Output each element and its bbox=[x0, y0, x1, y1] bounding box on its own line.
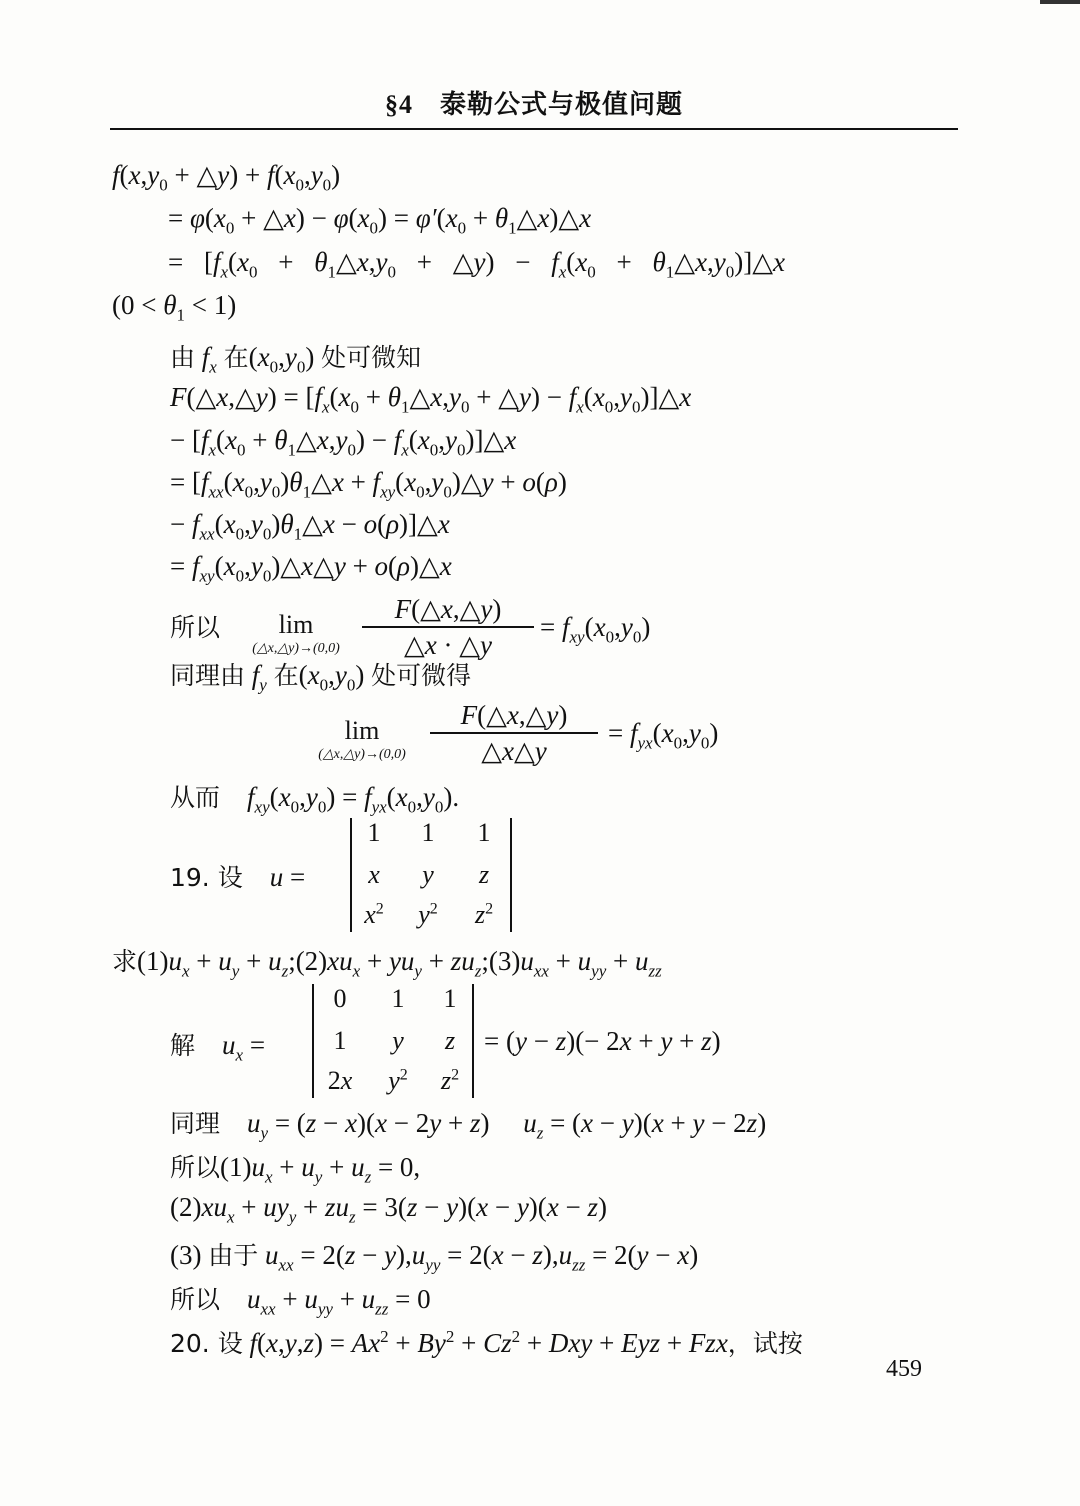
differentiable-get-label: 处可微得 bbox=[371, 661, 472, 690]
eq-line-2: = $\varphi(x_0$ + △x) − $\varphi(x_0) = \varphi'(x_0$ + $\theta_1\triangle x)\triangle x$ bbox=[168, 203, 592, 238]
determinant-u: 1 1 1 x y z $x^2$ $y^2$ $z^2$ bbox=[350, 818, 512, 932]
eq-line-11: = $f_{xy}(x_0,y_0)$ bbox=[540, 612, 651, 647]
text-line-12: 同理由 $f_y$ 在$(x_0,y_0)$ 处可微得 bbox=[170, 660, 472, 695]
differentiable-know-label: 处可微知 bbox=[321, 343, 422, 372]
eq-sum-line: 所以$(1)u_x + u_y + u_z = 0$, bbox=[170, 1152, 421, 1187]
header-title: §4 泰勒公式与极值问题 bbox=[384, 90, 683, 119]
because-label: 由于 bbox=[208, 1241, 259, 1270]
eq-part2-line: $(2)xu_x + uy_y + zu_z = 3(z - y)(x - y)(x - z)$ bbox=[170, 1192, 608, 1227]
try-by-label: ，试按 bbox=[727, 1329, 803, 1358]
determinant-ux: 0 1 1 1 y z 2x $y^2$ $z^2$ bbox=[312, 984, 474, 1098]
eq-line-4: $(0 < \theta_1 < 1)$ bbox=[112, 290, 237, 325]
eq-line-1: $f(x,y_0$ + △y) + $f(x_0,y_0)$ bbox=[112, 160, 341, 195]
therefore-label bbox=[170, 608, 220, 644]
eq-similarly-line: 同理 $u_y = (z - x)(x - 2y + z)$ $u_z = (x - y)(x + y - 2z)$ bbox=[170, 1108, 767, 1143]
eq-line-9: − $f_{xx}(x_0,y_0)\theta_1\triangle x$ − o(ρ)]△x bbox=[170, 509, 450, 544]
therefore3-label: 所以 bbox=[170, 1285, 221, 1314]
eq-final-line: 所以 $u_{xx} + u_{yy} + u_{zz} = 0$ bbox=[170, 1284, 431, 1319]
scan-mark bbox=[1040, 0, 1080, 4]
eq-line-6: F(△x,△y) = [$f_x(x_0$ + $\theta_1\triangle x,y_0$ + △y) − $f_x(x_0,y_0)]\triangle x$ bbox=[170, 382, 692, 417]
find-label: 求 bbox=[112, 947, 138, 976]
similarly-label: 同理 bbox=[170, 1109, 221, 1138]
limit-1: lim (△x,△y)→(0,0) bbox=[252, 610, 340, 656]
page-number: 459 bbox=[886, 1356, 922, 1382]
hence-label: 从而 bbox=[170, 783, 221, 812]
page-header bbox=[110, 84, 958, 130]
therefore-text: 所以 bbox=[170, 613, 221, 642]
similarly-by-fy-label: 同理由 bbox=[170, 661, 246, 690]
problem-19-label: 19. 设 u = bbox=[170, 862, 306, 892]
eq-line-14: 从而 $f_{xy}(x_0,y_0) = f_{yx}(x_0,y_0)$. bbox=[170, 782, 460, 817]
eq-line-8: = [$f_{xx}(x_0,y_0)\theta_1\triangle x$ + $f_{xy}(x_0,y_0)\triangle y + o(\rho)$ bbox=[170, 467, 567, 502]
eq-line-10: = $f_{xy}(x_0,y_0)\triangle x\triangle y$ + o(ρ)△x bbox=[170, 551, 452, 586]
eq-ux-result: = (y − z)(− 2x + y + z) bbox=[484, 1026, 721, 1056]
text-line-5: 由 $f_x$ 在$(x_0,y_0)$ 处可微知 bbox=[170, 342, 422, 377]
eq-line-13: = $f_{yx}(x_0,y_0)$ bbox=[608, 718, 719, 753]
solution-label-line: 解 $u_x$ = bbox=[170, 1030, 266, 1065]
eq-part3-line: (3) 由于 $u_{xx} = 2(z - y),u_{yy} = 2(x - z),u_{zz} = 2(y - x)$ bbox=[170, 1240, 699, 1275]
p19-text: 19. 设 bbox=[170, 863, 243, 892]
by-fx-label: 由 bbox=[170, 343, 196, 372]
eq-find-line: 求$(1)u_x + u_y$ + $u_z;(2)xu_x + yu_y$ + $zu_z;(3)u_{xx} + u_{yy} + u_{zz}$ bbox=[112, 946, 662, 981]
fraction-2: $\frac{F(\triangle x,\triangle y)}{\triangle x\triangle y}$ bbox=[430, 700, 598, 767]
problem-20-line: 20. 设 $f(x,y,z) = Ax^2 + By^2 + Cz^2$ + Dxy + Eyz + Fzx，试按 bbox=[170, 1327, 803, 1358]
limit-2: lim (△x,△y)→(0,0) bbox=[318, 716, 406, 762]
fraction-1: $\frac{F(\triangle x,\triangle y)}{\triangle x \cdot \triangle y}$ bbox=[362, 594, 534, 661]
p20-label: 20. 设 bbox=[170, 1329, 243, 1358]
eq-line-3: = [$f_x(x_0$ + $\theta_1\triangle x,y_0$ + △y) − $f_x(x_0$ + $\theta_1\triangle x,y_0)]\triangle x$ bbox=[168, 247, 785, 282]
therefore2-label: 所以 bbox=[170, 1153, 221, 1182]
solution-label: 解 bbox=[170, 1031, 196, 1060]
eq-line-7: − [$f_x(x_0$ + $\theta_1\triangle x,y_0$) − $f_x(x_0,y_0)]\triangle x$ bbox=[170, 425, 517, 460]
